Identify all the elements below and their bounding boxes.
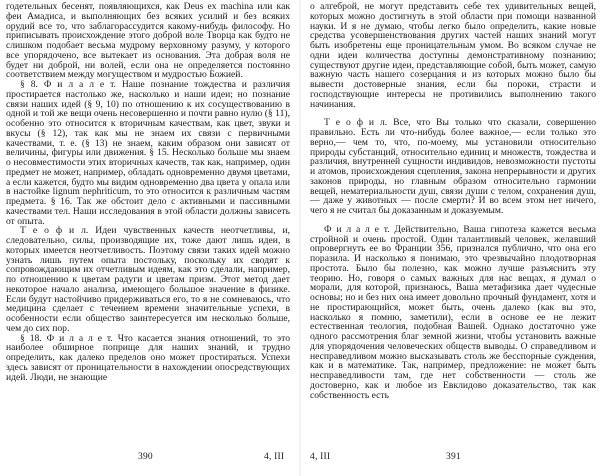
paragraph: Т е о ф и л. Все, что Вы только что сказали, совершенно правильно. Есть ли что-нибудь более важное,— если только это верно,— чем то, что, по-моему, мы установили относительно природы субстанций, относительно единиц и множеств, тождества и различия, внутренней сущности индивидов, невозможности пустоты и атомов, происхождения сцепления, закона непрерывности и других законов природы, но главным образом относительно гармонии вещей, нематериальности душ, связи души с телом, сохранения душ, — даже у животных — после смерти? И во всем этом нет ничего, чего я не считал бы доказанным и доказуемым. (310, 117, 596, 216)
page-number: 391 (446, 452, 461, 462)
right-page-text (310, 2, 596, 400)
section-reference: 4, III (310, 452, 331, 462)
left-page (6, 0, 290, 476)
section-reference: 4, III (264, 452, 285, 462)
gutter-divider (299, 0, 301, 476)
paragraph: Ф и л а л е т. Действительно, Ваша гипотеза кажется весьма стройной и очень простой. Один талантливый человек, желавший опровергнуть ее во Франции 356, признался публично, что она его поразила. И насколько я понимаю, это чрезвычайно плодотворная простота. Было бы полезно, как можно лучше разъяснить эту теорию. Но, говоря о самых важных для нас вещах, я думал о морали, для которой, признаюсь, Ваша метафизика дает чудесные основы; но и без них она имеет довольно прочный фундамент, хотя и не простирающийся, может быть, очень далеко (как вы это, насколько я помню, заметили), если в основе ее не лежит естественная теология, подобная Вашей. Однако достаточно уже одного рассмотрения благ земной жизни, чтобы установить важные для упорядочения человеческих обществ выводы. О справедливом и несправедливом можно высказывать столь же бесспорные суждения, как и в математике. Так, например, предложение: не может быть несправедливости там, где нет собственности — столь же достоверно, как и любое из Евклидово доказательство, так как собственность есть (310, 223, 596, 401)
paragraph: годетельных бесенят, появляющихся, как Deus ex machina или как феи Амадиса, и выполняющих без всяких усилий и без всяких орудий все то, что заблагорассудится какому-нибудь философу. Но приписывать происхождение этого доброй воле Творца как будто не слишком подобает весьма мудрому верховному разуму, у которого все упорядочено, все вытекает из основания. Эта добрая воля не будет ни доброй, ни волей, если она не определяется постоянно соответствием между могуществом и мудростью Божией. (6, 1, 290, 81)
left-page-text (6, 2, 290, 382)
page-number: 390 (138, 452, 153, 462)
paragraph: Т е о ф и л. Идеи чувственных качеств неотчетливы, и, следовательно, силы, производящие их, тоже дают лишь идеи, в которых имеется неотчетливость. Поэтому связи таких идей можно узнать лишь путем опыта постольку, поскольку их сводят к сопровождающим их отчетливым идеям, как это сделали, например, по отношению к цветам радуги и цветам призм. Этот метод дает некоторое начало анализа, имеющего большое значение в физике. Если будут настойчиво придерживаться его, то я не сомневаюсь, что медицина сделает с течением времени значительные успехи, в особенности если общество заинтересуется им несколько больше, чем до сих пор. (6, 225, 290, 334)
paragraph: § 18. Ф и л а л е т. Что касается знания отношений, то это наиболее обширное поприще для наших знаний, и трудно определить, как далеко пределов оно может простираться. Успехи здесь зависят от проницательности в нахождении опосредствующих идей. Люди, не знающие (6, 332, 290, 383)
right-page (310, 0, 596, 476)
paragraph: о алгеброй, не могут представить себе тех удивительных вещей, которых можно достигнуть в этой области при помощи названной науки. И я не думаю, чтобы легко было определить, какие новые средства усовершенствования других частей наших знаний могут быть изобретены еще проницательным умом. Во всяком случае не одни идеи количества доступны демонстративному познанию; существуют другие идеи, представляющие собой, быть может, самую важную часть нашего созерцания и из которых можно было бы вывести достоверные знания, если бы пороки, страсти и господствующие интересы не противились выполнению такого начинания. (310, 1, 596, 110)
paragraph: § 8. Ф и л а л е т. Наше познание тождества и различия простирается настолько же, насколько и наши идеи; но познание связи наших идей (§ 9, 10) по отношению к их сосуществованию в одной и той же вещи очень несовершенно и почти равно нулю (§ 11), особенно это относится к вторичным качествам, как цвет, звуки и вкусы (§ 12), так как мы не знаем их связи с первичными качествами, т. е. (§ 13) не знаем, каким образом они зависят от величины, фигуры или движения. § 15. Несколько больше мы знаем о несовместимости этих вторичных качеств, так как, например, один предмет не может, например, обладать одновременно двумя цветами, а если кажется, будто мы видим одновременно два цвета у опала или в настойке lignum nephriticum, то это относится к различным частям предмета. § 16. Так же обстоит дело с активными и пассивными качествами тел. Наши исследования в этой области должны зависеть от опыта. (6, 79, 290, 227)
